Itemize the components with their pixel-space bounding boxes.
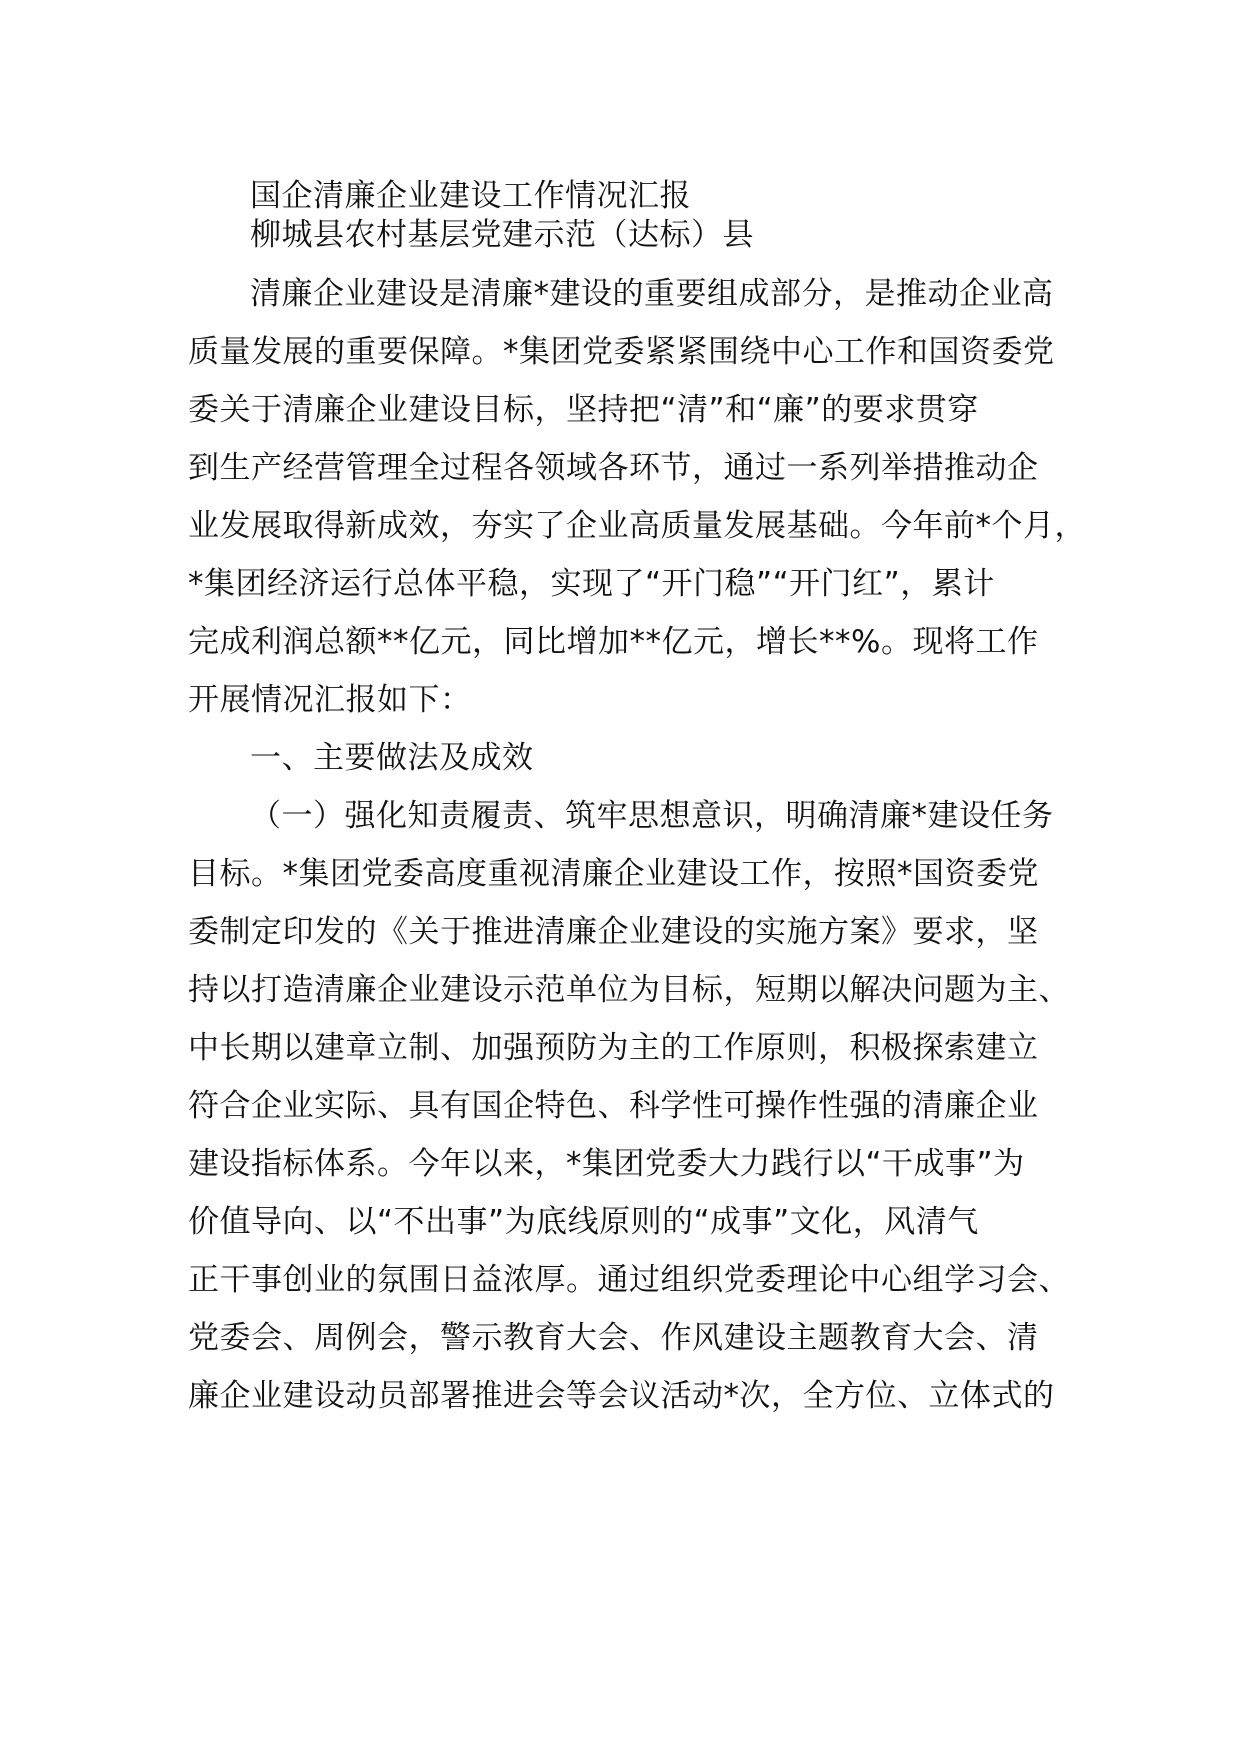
paragraph-line: *集团经济运行总体平稳，实现了“开门稳”“开门红”，累计 [188,566,995,602]
paragraph-line: 党委会、周例会，警示教育大会、作风建设主题教育大会、清 [188,1320,1039,1356]
document-subtitle: 柳城县农村基层党建示范（达标）县 [250,217,754,253]
document-title: 国企清廉企业建设工作情况汇报 [250,178,691,214]
paragraph-line: 委制定印发的《关于推进清廉企业建设的实施方案》要求，坚 [188,914,1039,950]
paragraph-line: 价值导向、以“不出事”为底线原则的“成事”文化，风清气 [188,1204,979,1240]
paragraph-line: 正干事创业的氛围日益浓厚。通过组织党委理论中心组学习会、 [188,1262,1070,1298]
paragraph-line: 质量发展的重要保障。*集团党委紧紧围绕中心工作和国资委党 [188,334,1055,370]
paragraph-line: 中长期以建章立制、加强预防为主的工作原则，积极探索建立 [188,1030,1039,1066]
section-heading: 一、主要做法及成效 [250,740,534,776]
paragraph-line: 目标。*集团党委高度重视清廉企业建设工作，按照*国资委党 [188,856,1039,892]
paragraph-line: （一）强化知责履责、筑牢思想意识，明确清廉*建设任务 [250,798,1054,834]
paragraph-line: 廉企业建设动员部署推进会等会议活动*次，全方位、立体式的 [188,1378,1055,1414]
paragraph-line: 到生产经营管理全过程各领域各环节，通过一系列举措推动企 [188,450,1039,486]
paragraph-line: 业发展取得新成效，夯实了企业高质量发展基础。今年前*个月， [188,508,1086,544]
paragraph-line: 建设指标体系。今年以来，*集团党委大力践行以“干成事”为 [188,1146,1025,1182]
paragraph-line: 清廉企业建设是清廉*建设的重要组成部分，是推动企业高 [250,276,1054,312]
paragraph-line: 符合企业实际、具有国企特色、科学性可操作性强的清廉企业 [188,1088,1039,1124]
paragraph-line: 委关于清廉企业建设目标，坚持把“清”和“廉”的要求贯穿 [188,392,979,428]
paragraph-line: 持以打造清廉企业建设示范单位为目标，短期以解决问题为主、 [188,972,1070,1008]
paragraph-line: 开展情况汇报如下： [188,682,472,718]
paragraph-line: 完成利润总额**亿元，同比增加**亿元，增长**%。现将工作 [188,624,1039,660]
